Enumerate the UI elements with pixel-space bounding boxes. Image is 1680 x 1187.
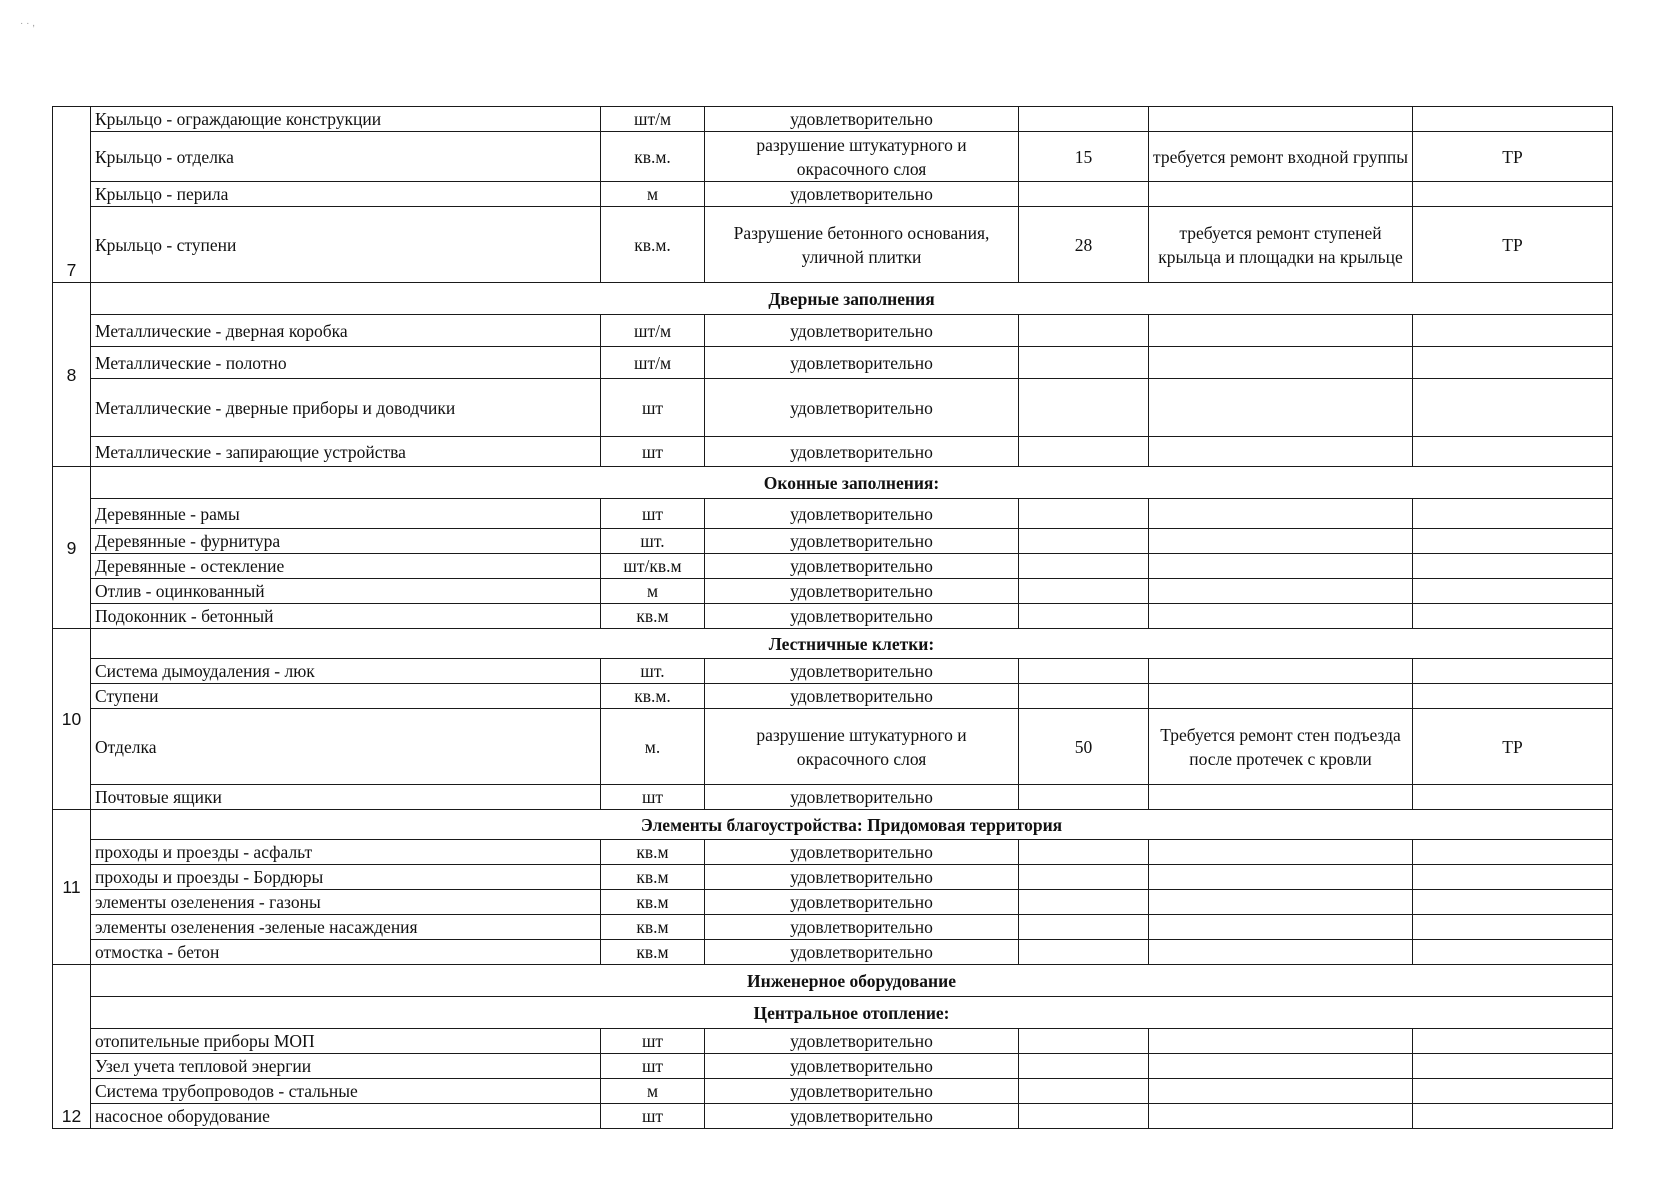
- row-name: Крыльцо - перила: [91, 182, 601, 207]
- row-note: [1149, 347, 1413, 379]
- group-number: 7: [53, 107, 91, 283]
- row-unit: м: [601, 1079, 705, 1104]
- row-name: Металлические - дверная коробка: [91, 315, 601, 347]
- row-volume: [1019, 865, 1149, 890]
- row-note: [1149, 1104, 1413, 1129]
- row-kind: [1413, 604, 1613, 629]
- row-note: Требуется ремонт стен подъезда после протечек с кровли: [1149, 709, 1413, 785]
- row-volume: [1019, 840, 1149, 865]
- row-volume: [1019, 315, 1149, 347]
- row-state: удовлетворительно: [705, 840, 1019, 865]
- subsection-row: [53, 997, 1613, 1029]
- row-state: разрушение штукатурного и окрасочного слоя: [705, 132, 1019, 182]
- row-kind: [1413, 890, 1613, 915]
- row-note: [1149, 499, 1413, 529]
- row-kind: [1413, 529, 1613, 554]
- row-name: насосное оборудование: [91, 1104, 601, 1129]
- row-note: [1149, 1029, 1413, 1054]
- row-unit: кв.м: [601, 865, 705, 890]
- row-note: [1149, 1054, 1413, 1079]
- row-volume: [1019, 379, 1149, 437]
- row-unit: кв.м.: [601, 132, 705, 182]
- row-name: Крыльцо - ступени: [91, 207, 601, 283]
- row-kind: ТР: [1413, 132, 1613, 182]
- row-volume: 28: [1019, 207, 1149, 283]
- row-state: удовлетворительно: [705, 1029, 1019, 1054]
- row-kind: [1413, 1104, 1613, 1129]
- table-row: [53, 1054, 1613, 1079]
- row-kind: [1413, 915, 1613, 940]
- row-note: [1149, 840, 1413, 865]
- row-state: удовлетворительно: [705, 347, 1019, 379]
- row-kind: [1413, 1079, 1613, 1104]
- row-note: [1149, 940, 1413, 965]
- row-unit: кв.м: [601, 915, 705, 940]
- row-name: Деревянные - рамы: [91, 499, 601, 529]
- row-unit: м: [601, 579, 705, 604]
- table-row: [53, 840, 1613, 865]
- table-row: [53, 1029, 1613, 1054]
- row-unit: кв.м: [601, 890, 705, 915]
- row-name: проходы и проезды - асфальт: [91, 840, 601, 865]
- subsection-heading: Центральное отопление:: [91, 997, 1613, 1029]
- row-state: удовлетворительно: [705, 785, 1019, 810]
- row-name: Металлические - дверные приборы и доводчики: [91, 379, 601, 437]
- row-volume: [1019, 604, 1149, 629]
- row-name: отопительные приборы МОП: [91, 1029, 601, 1054]
- section-heading: Оконные заполнения:: [91, 467, 1613, 499]
- group-number: 11: [53, 810, 91, 965]
- table-row: [53, 182, 1613, 207]
- row-state: удовлетворительно: [705, 182, 1019, 207]
- group-number: 8: [53, 283, 91, 467]
- section-heading: Элементы благоустройства: Придомовая территория: [91, 810, 1613, 840]
- section-row: [53, 629, 1613, 659]
- row-state: удовлетворительно: [705, 1079, 1019, 1104]
- table-row: [53, 347, 1613, 379]
- section-row: [53, 965, 1613, 997]
- row-state: удовлетворительно: [705, 315, 1019, 347]
- row-state: разрушение штукатурного и окрасочного слоя: [705, 709, 1019, 785]
- row-note: [1149, 379, 1413, 437]
- row-name: Крыльцо - ограждающие конструкции: [91, 107, 601, 132]
- row-note: [1149, 437, 1413, 467]
- row-kind: [1413, 315, 1613, 347]
- row-note: [1149, 529, 1413, 554]
- row-volume: [1019, 437, 1149, 467]
- row-note: [1149, 554, 1413, 579]
- table-row: [53, 1104, 1613, 1129]
- row-name: Металлические - полотно: [91, 347, 601, 379]
- row-kind: [1413, 554, 1613, 579]
- table-row: [53, 1079, 1613, 1104]
- row-unit: шт: [601, 499, 705, 529]
- row-unit: шт.: [601, 659, 705, 684]
- row-volume: [1019, 347, 1149, 379]
- row-state: удовлетворительно: [705, 437, 1019, 467]
- row-kind: [1413, 1029, 1613, 1054]
- row-kind: ТР: [1413, 207, 1613, 283]
- row-name: Почтовые ящики: [91, 785, 601, 810]
- row-note: [1149, 315, 1413, 347]
- row-name: проходы и проезды - Бордюры: [91, 865, 601, 890]
- row-volume: [1019, 915, 1149, 940]
- table-row: [53, 132, 1613, 182]
- group-number: 9: [53, 467, 91, 629]
- scan-artifact: · · ,: [20, 18, 35, 29]
- table-row: [53, 785, 1613, 810]
- row-state: удовлетворительно: [705, 940, 1019, 965]
- row-state: удовлетворительно: [705, 604, 1019, 629]
- row-state: удовлетворительно: [705, 529, 1019, 554]
- table-row: [53, 915, 1613, 940]
- row-note: [1149, 684, 1413, 709]
- inspection-table: [52, 106, 1613, 1129]
- row-volume: [1019, 659, 1149, 684]
- row-kind: [1413, 499, 1613, 529]
- row-kind: [1413, 684, 1613, 709]
- row-unit: м: [601, 182, 705, 207]
- row-unit: шт: [601, 437, 705, 467]
- section-heading: Инженерное оборудование: [91, 965, 1613, 997]
- row-volume: [1019, 1104, 1149, 1129]
- row-name: Узел учета тепловой энергии: [91, 1054, 601, 1079]
- row-volume: [1019, 1054, 1149, 1079]
- row-name: Крыльцо - отделка: [91, 132, 601, 182]
- row-state: удовлетворительно: [705, 915, 1019, 940]
- row-kind: [1413, 579, 1613, 604]
- table-row: [53, 604, 1613, 629]
- section-row: [53, 283, 1613, 315]
- section-row: [53, 467, 1613, 499]
- row-note: [1149, 579, 1413, 604]
- row-volume: [1019, 579, 1149, 604]
- row-state: удовлетворительно: [705, 499, 1019, 529]
- row-state: удовлетворительно: [705, 865, 1019, 890]
- table-body: [53, 107, 1613, 1129]
- table-row: [53, 579, 1613, 604]
- row-kind: [1413, 347, 1613, 379]
- row-kind: [1413, 865, 1613, 890]
- group-number: 10: [53, 629, 91, 810]
- row-kind: [1413, 437, 1613, 467]
- table-row: [53, 659, 1613, 684]
- group-number: 12: [53, 965, 91, 1129]
- row-kind: [1413, 840, 1613, 865]
- row-name: отмостка - бетон: [91, 940, 601, 965]
- table-row: [53, 207, 1613, 283]
- row-unit: кв.м: [601, 604, 705, 629]
- row-unit: шт/кв.м: [601, 554, 705, 579]
- section-row: [53, 810, 1613, 840]
- table-row: [53, 499, 1613, 529]
- row-state: удовлетворительно: [705, 579, 1019, 604]
- row-note: [1149, 785, 1413, 810]
- row-unit: шт: [601, 785, 705, 810]
- row-volume: [1019, 529, 1149, 554]
- row-unit: шт/м: [601, 315, 705, 347]
- row-name: Деревянные - фурнитура: [91, 529, 601, 554]
- row-name: элементы озеленения -зеленые насаждения: [91, 915, 601, 940]
- row-name: элементы озеленения - газоны: [91, 890, 601, 915]
- table-row: [53, 890, 1613, 915]
- row-note: [1149, 659, 1413, 684]
- row-kind: [1413, 659, 1613, 684]
- row-unit: м.: [601, 709, 705, 785]
- row-state: удовлетворительно: [705, 659, 1019, 684]
- table-row: [53, 529, 1613, 554]
- row-unit: шт: [601, 379, 705, 437]
- row-name: Отделка: [91, 709, 601, 785]
- row-note: [1149, 604, 1413, 629]
- row-name: Система дымоудаления - люк: [91, 659, 601, 684]
- row-volume: 50: [1019, 709, 1149, 785]
- row-unit: шт: [601, 1054, 705, 1079]
- row-unit: кв.м: [601, 840, 705, 865]
- row-note: [1149, 107, 1413, 132]
- row-volume: [1019, 890, 1149, 915]
- row-unit: кв.м: [601, 940, 705, 965]
- row-name: Отлив - оцинкованный: [91, 579, 601, 604]
- row-volume: [1019, 684, 1149, 709]
- row-name: Подоконник - бетонный: [91, 604, 601, 629]
- row-state: удовлетворительно: [705, 1054, 1019, 1079]
- row-volume: [1019, 1029, 1149, 1054]
- row-volume: [1019, 182, 1149, 207]
- table-row: [53, 865, 1613, 890]
- table-row: [53, 315, 1613, 347]
- row-kind: [1413, 107, 1613, 132]
- row-note: [1149, 890, 1413, 915]
- row-state: удовлетворительно: [705, 107, 1019, 132]
- row-volume: [1019, 785, 1149, 810]
- row-kind: [1413, 940, 1613, 965]
- row-note: [1149, 1079, 1413, 1104]
- row-kind: [1413, 182, 1613, 207]
- row-unit: кв.м.: [601, 684, 705, 709]
- row-state: удовлетворительно: [705, 684, 1019, 709]
- table-row: [53, 107, 1613, 132]
- row-volume: [1019, 554, 1149, 579]
- row-state: Разрушение бетонного основания, уличной плитки: [705, 207, 1019, 283]
- row-kind: ТР: [1413, 709, 1613, 785]
- row-note: [1149, 915, 1413, 940]
- row-note: [1149, 865, 1413, 890]
- row-volume: [1019, 107, 1149, 132]
- row-unit: шт: [601, 1104, 705, 1129]
- row-volume: [1019, 499, 1149, 529]
- table-row: [53, 940, 1613, 965]
- row-note: требуется ремонт входной группы: [1149, 132, 1413, 182]
- row-volume: [1019, 1079, 1149, 1104]
- row-kind: [1413, 379, 1613, 437]
- row-kind: [1413, 785, 1613, 810]
- row-name: Система трубопроводов - стальные: [91, 1079, 601, 1104]
- row-kind: [1413, 1054, 1613, 1079]
- table-row: [53, 709, 1613, 785]
- table-row: [53, 437, 1613, 467]
- row-note: требуется ремонт ступеней крыльца и площадки на крыльце: [1149, 207, 1413, 283]
- table-row: [53, 379, 1613, 437]
- section-heading: Лестничные клетки:: [91, 629, 1613, 659]
- table-row: [53, 554, 1613, 579]
- row-unit: шт/м: [601, 107, 705, 132]
- row-note: [1149, 182, 1413, 207]
- row-unit: шт.: [601, 529, 705, 554]
- row-state: удовлетворительно: [705, 554, 1019, 579]
- row-name: Металлические - запирающие устройства: [91, 437, 601, 467]
- row-volume: 15: [1019, 132, 1149, 182]
- row-unit: шт: [601, 1029, 705, 1054]
- row-volume: [1019, 940, 1149, 965]
- row-state: удовлетворительно: [705, 1104, 1019, 1129]
- row-name: Ступени: [91, 684, 601, 709]
- row-state: удовлетворительно: [705, 379, 1019, 437]
- row-unit: шт/м: [601, 347, 705, 379]
- row-unit: кв.м.: [601, 207, 705, 283]
- row-state: удовлетворительно: [705, 890, 1019, 915]
- row-name: Деревянные - остекление: [91, 554, 601, 579]
- section-heading: Дверные заполнения: [91, 283, 1613, 315]
- table-row: [53, 684, 1613, 709]
